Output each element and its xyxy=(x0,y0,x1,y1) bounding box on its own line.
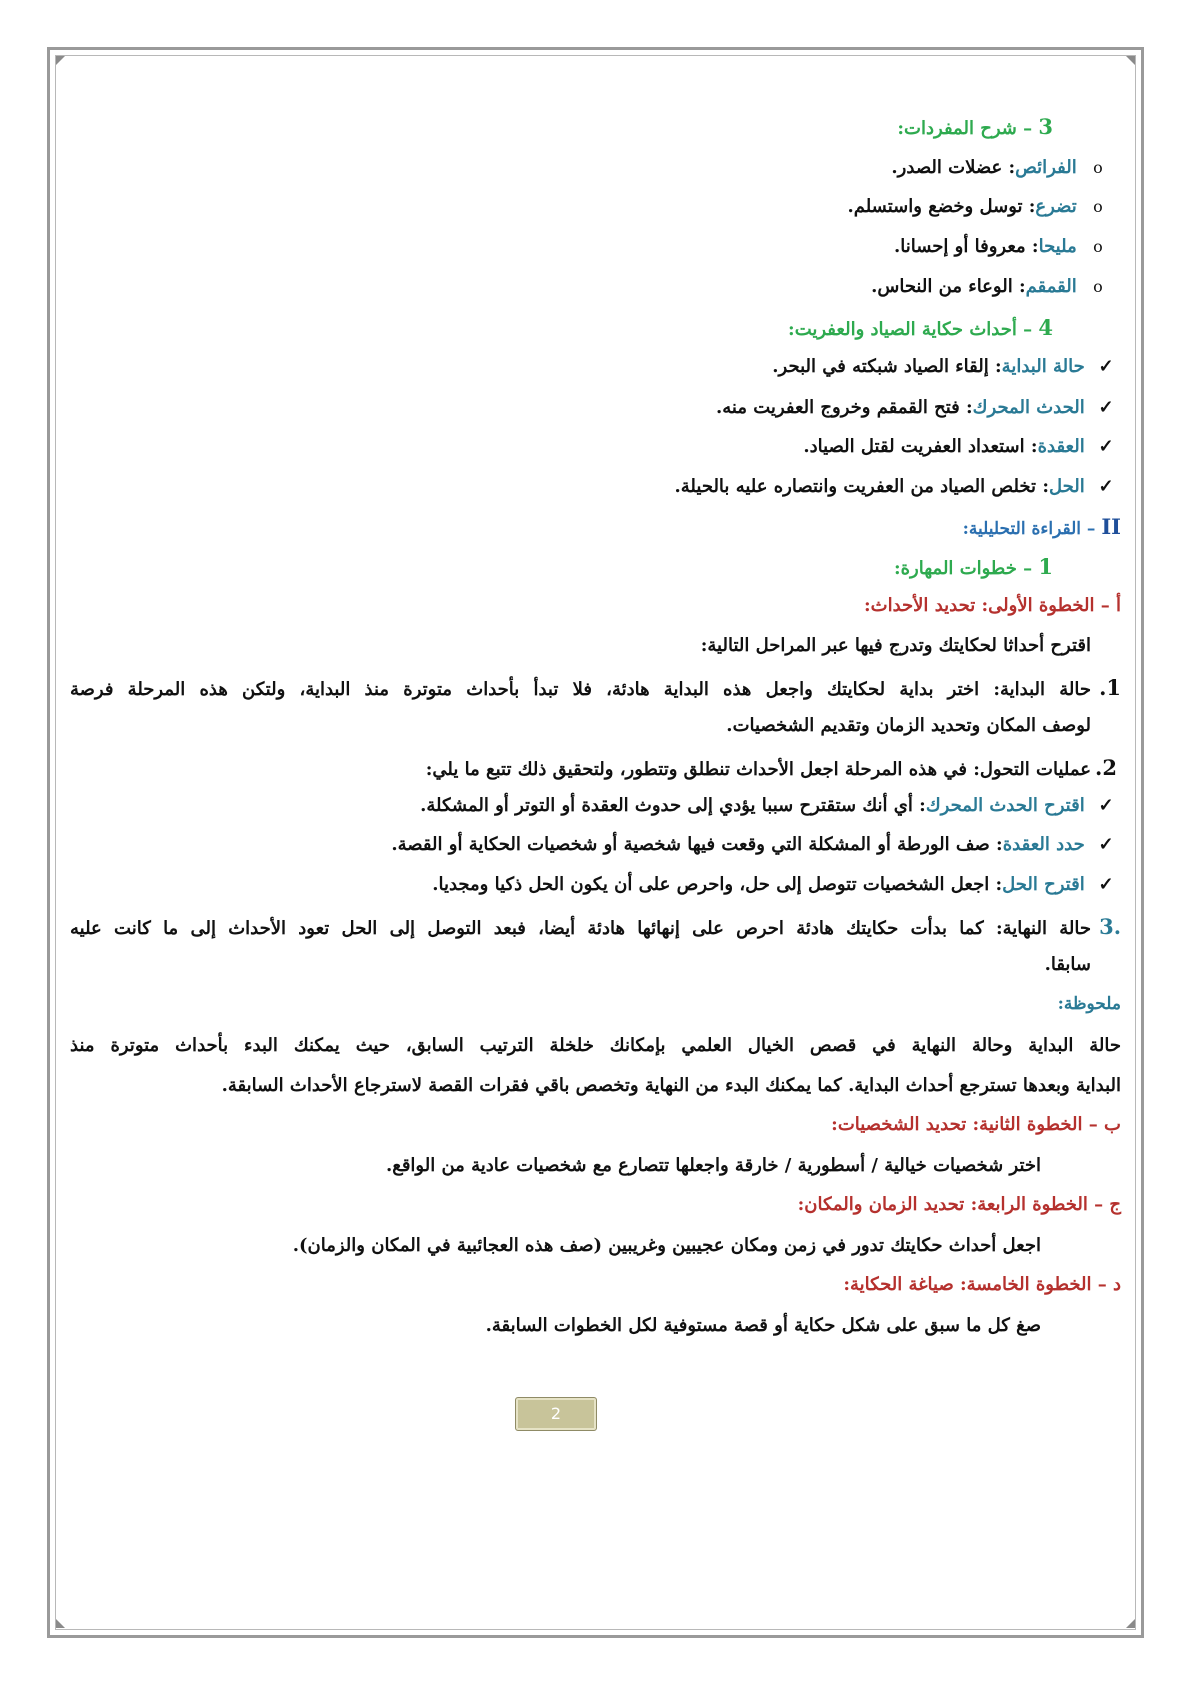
checkmark-icon: ✓ xyxy=(1098,436,1114,457)
list-item: ✓ حدد العقدة: صف الورطة أو المشكلة التي وقعت فيها شخصية أو شخصيات الحكاية أو القصة. xyxy=(70,834,1121,856)
list-item: o تضرع: توسل وخضع واستسلم. xyxy=(70,196,1121,218)
paragraph-stage-beginning: 1.حالة البداية: اختر بداية لحكايتك واجعل هذه البداية هادئة، فلا تبدأ بأحداث متوترة منذ البداية، ولتكن هذه المرحلة فرصة xyxy=(70,675,1121,700)
step-heading-drafting: د – الخطوة الخامسة: صياغة الحكاية: xyxy=(843,1274,1121,1295)
paragraph-stage-transformation: 2.عمليات التحول: في هذه المرحلة اجعل الأحداث تنطلق وتتطور، ولتحقيق ذلك تتبع ما يلي: xyxy=(425,755,1117,780)
paragraph-stage-ending: .3حالة النهاية: كما بدأت حكايتك هادئة احرص على إنهائها هادئة أيضا، فبعد التوصل إلى الحل تعود الأحداث إلى ما كانت عليه xyxy=(70,914,1121,939)
part-heading-analytical-reading: II – القراءة التحليلية: xyxy=(962,514,1121,539)
corner-ornament xyxy=(1126,56,1135,65)
note-text: حالة البداية وحالة النهاية في قصص الخيال العلمي بإمكانك خلخلة الترتيب السابق، حيث يمكنك البدء بأحداث متوترة منذ xyxy=(70,1035,1121,1056)
list-item: ✓ حالة البداية: إلقاء الصياد شبكته في البحر. xyxy=(70,356,1121,378)
paragraph-characters: اختر شخصيات خيالية / أسطورية / خارقة واجعلها تتصارع مع شخصيات عادية من الواقع. xyxy=(385,1155,1041,1176)
section-heading-events: 4 – أحداث حكاية الصياد والعفريت: xyxy=(788,315,1053,340)
paragraph-drafting: صغ كل ما سبق على شكل حكاية أو قصة مستوفية لكل الخطوات السابقة. xyxy=(485,1315,1041,1336)
corner-ornament xyxy=(1126,1619,1135,1628)
list-item: ✓ اقترح الحل: اجعل الشخصيات تتوصل إلى حل، واحرص على أن يكون الحل ذكيا ومجديا. xyxy=(70,874,1121,896)
circle-bullet-icon: o xyxy=(1093,277,1103,296)
list-item: ✓ اقترح الحدث المحرك: أي أنك ستقترح سببا يؤدي إلى حدوث العقدة أو التوتر أو المشكلة. xyxy=(70,795,1121,817)
checkmark-icon: ✓ xyxy=(1098,874,1114,895)
circle-bullet-icon: o xyxy=(1093,158,1103,177)
paragraph-time-place: اجعل أحداث حكايتك تدور في زمن ومكان عجيبين وغريبين (صف هذه العجائبية في المكان والزمان). xyxy=(292,1235,1041,1256)
section-heading-vocabulary: 3 – شرح المفردات: xyxy=(897,114,1053,139)
list-item: o الفرائص: عضلات الصدر. xyxy=(70,157,1121,179)
circle-bullet-icon: o xyxy=(1093,237,1103,256)
page-number: 2 xyxy=(515,1397,597,1431)
list-item: ✓ الحدث المحرك: فتح القمقم وخروج العفريت منه. xyxy=(70,397,1121,419)
corner-ornament xyxy=(56,56,65,65)
step-heading-time-place: ج – الخطوة الرابعة: تحديد الزمان والمكان: xyxy=(797,1194,1121,1215)
note-label: ملحوظة: xyxy=(1057,994,1121,1014)
list-item: ✓ الحل: تخلص الصياد من العفريت وانتصاره عليه بالحيلة. xyxy=(70,476,1121,498)
checkmark-icon: ✓ xyxy=(1098,397,1114,418)
step-heading-characters: ب – الخطوة الثانية: تحديد الشخصيات: xyxy=(831,1114,1121,1135)
checkmark-icon: ✓ xyxy=(1098,795,1114,816)
paragraph-stage-ending-cont: سابقا. xyxy=(1044,954,1091,975)
list-item: ✓ العقدة: استعداد العفريت لقتل الصياد. xyxy=(70,436,1121,458)
paragraph-intro: اقترح أحداثا لحكايتك وتدرج فيها عبر المراحل التالية: xyxy=(700,635,1091,656)
note-text-cont: البداية وبعدها تسترجع أحداث البداية. كما يمكنك البدء من النهاية وتخصص باقي فقرات القصة لاسترجاع الأحداث السابقة. xyxy=(221,1075,1121,1096)
checkmark-icon: ✓ xyxy=(1098,834,1114,855)
paragraph-stage-beginning-cont: لوصف المكان وتحديد الزمان وتقديم الشخصيات. xyxy=(726,715,1091,736)
checkmark-icon: ✓ xyxy=(1098,356,1114,377)
list-item: o مليحا: معروفا أو إحسانا. xyxy=(70,236,1121,258)
step-heading-events: أ – الخطوة الأولى: تحديد الأحداث: xyxy=(864,595,1121,616)
section-heading-skill-steps: 1 – خطوات المهارة: xyxy=(893,554,1053,579)
list-item: o القمقم: الوعاء من النحاس. xyxy=(70,276,1121,298)
corner-ornament xyxy=(56,1619,65,1628)
checkmark-icon: ✓ xyxy=(1098,476,1114,497)
circle-bullet-icon: o xyxy=(1093,197,1103,216)
